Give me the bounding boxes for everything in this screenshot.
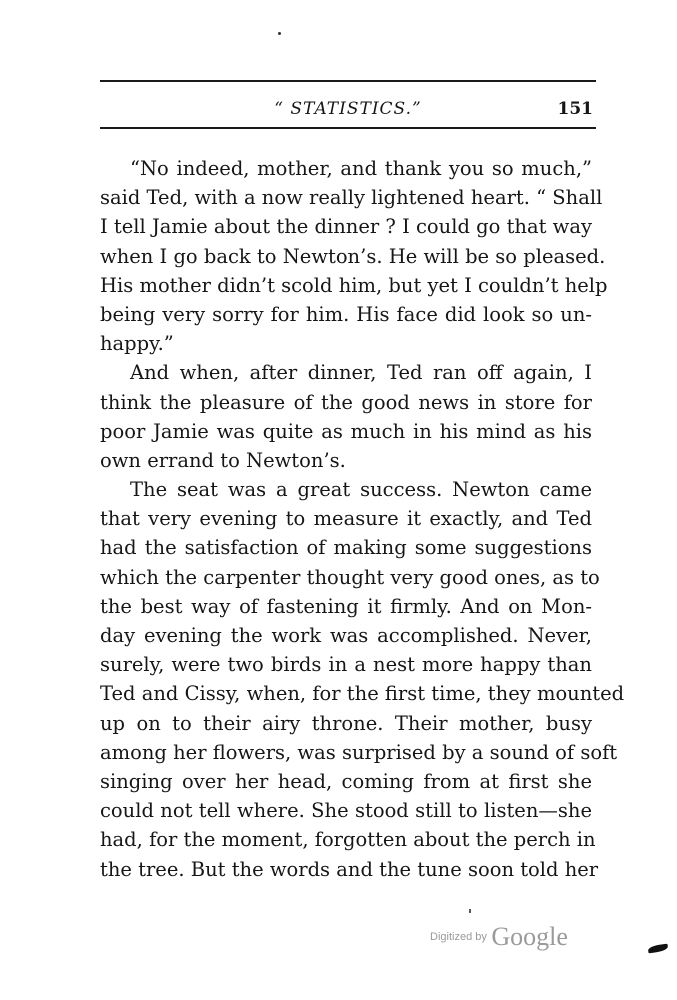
text-line: had, for the moment, forgotten about the perch in	[100, 828, 596, 852]
text-line: up on to their airy throne. Their mother, busy	[100, 711, 592, 735]
scan-speck	[469, 909, 471, 913]
text-line: being very sorry for him. His face did look so un-	[100, 302, 592, 326]
text-line: And when, after dinner, Ted ran off again, I	[130, 361, 592, 385]
running-header-title: “ STATISTICS.”	[274, 99, 422, 119]
text-line: singing over her head, coming from at first she	[100, 769, 592, 793]
text-line: day evening the work was accomplished. Never,	[100, 624, 592, 647]
text-line: said Ted, with a now really lightened heart. “ Shall	[100, 186, 603, 210]
body-text	[100, 154, 625, 884]
text-line: the tree. But the words and the tune soon told her	[100, 857, 599, 881]
header-rule-bottom	[100, 127, 596, 129]
text-line: poor Jamie was quite as much in his mind as his	[100, 419, 592, 443]
text-line: could not tell where. She stood still to listen—she	[100, 799, 592, 823]
header-rule-top	[100, 80, 596, 82]
page-number: 151	[557, 99, 593, 119]
text-line: surely, were two birds in a nest more happy than	[100, 653, 592, 677]
text-line: happy.”	[100, 332, 174, 356]
text-line: which the carpenter thought very good ones, as to	[100, 565, 600, 589]
scan-speck	[278, 32, 281, 35]
text-line: among her flowers, was surprised by a sound of soft	[100, 740, 618, 764]
text-line: I tell Jamie about the dinner ? I could go that way	[100, 215, 592, 239]
text-line: the best way of fastening it firmly. And on Mon-	[100, 594, 592, 618]
scan-corner-mark	[648, 944, 669, 954]
text-line: His mother didn’t scold him, but yet I couldn’t help	[100, 273, 608, 297]
text-line: own errand to Newton’s.	[100, 448, 346, 472]
text-line: had the satisfaction of making some suggestions	[100, 536, 592, 560]
text-line: when I go back to Newton’s. He will be so pleased.	[100, 244, 606, 268]
watermark-prefix: Digitized by	[430, 931, 487, 943]
google-logo: Google	[491, 922, 568, 951]
text-line: that very evening to measure it exactly, and Ted	[100, 507, 592, 531]
text-line: think the pleasure of the good news in store for	[100, 390, 592, 414]
text-line: Ted and Cissy, when, for the first time, they mounted	[100, 682, 625, 706]
digitized-watermark	[430, 922, 568, 952]
text-line: “No indeed, mother, and thank you so much,”	[130, 157, 592, 180]
text-line: The seat was a great success. Newton came	[130, 478, 592, 502]
